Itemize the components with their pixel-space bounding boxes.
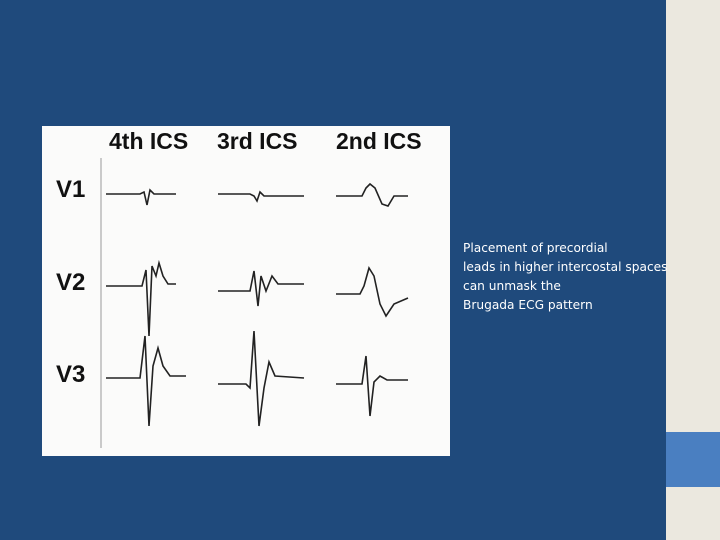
row-label-v2: V2 [56, 269, 86, 296]
ecg-trace-v3-2nd [336, 356, 408, 416]
side-accent-block [666, 432, 720, 487]
ecg-trace-v1-2nd [336, 184, 408, 206]
ecg-trace-v1-3rd [218, 192, 304, 201]
ecg-trace-v2-4th [106, 263, 176, 336]
column-header-4th-ics: 4th ICS [109, 128, 189, 154]
caption-line-1: Placement of precordial [463, 241, 608, 255]
caption-line-3: can unmask the [463, 279, 561, 293]
ecg-figure [42, 126, 450, 456]
row-label-v3: V3 [56, 361, 86, 388]
ecg-traces [42, 126, 450, 456]
ecg-trace-v3-3rd [218, 331, 304, 426]
caption-line-4: Brugada ECG pattern [463, 298, 593, 312]
column-header-3rd-ics: 3rd ICS [217, 128, 298, 154]
row-label-v1: V1 [56, 176, 86, 203]
ecg-trace-v1-4th [106, 190, 176, 205]
column-header-2nd-ics: 2nd ICS [336, 128, 422, 154]
caption-line-2: leads in higher intercostal spaces [463, 260, 668, 274]
ecg-trace-v2-3rd [218, 271, 304, 306]
ecg-trace-v2-2nd [336, 268, 408, 316]
ecg-trace-v3-4th [106, 336, 186, 426]
slide-caption [463, 239, 703, 315]
